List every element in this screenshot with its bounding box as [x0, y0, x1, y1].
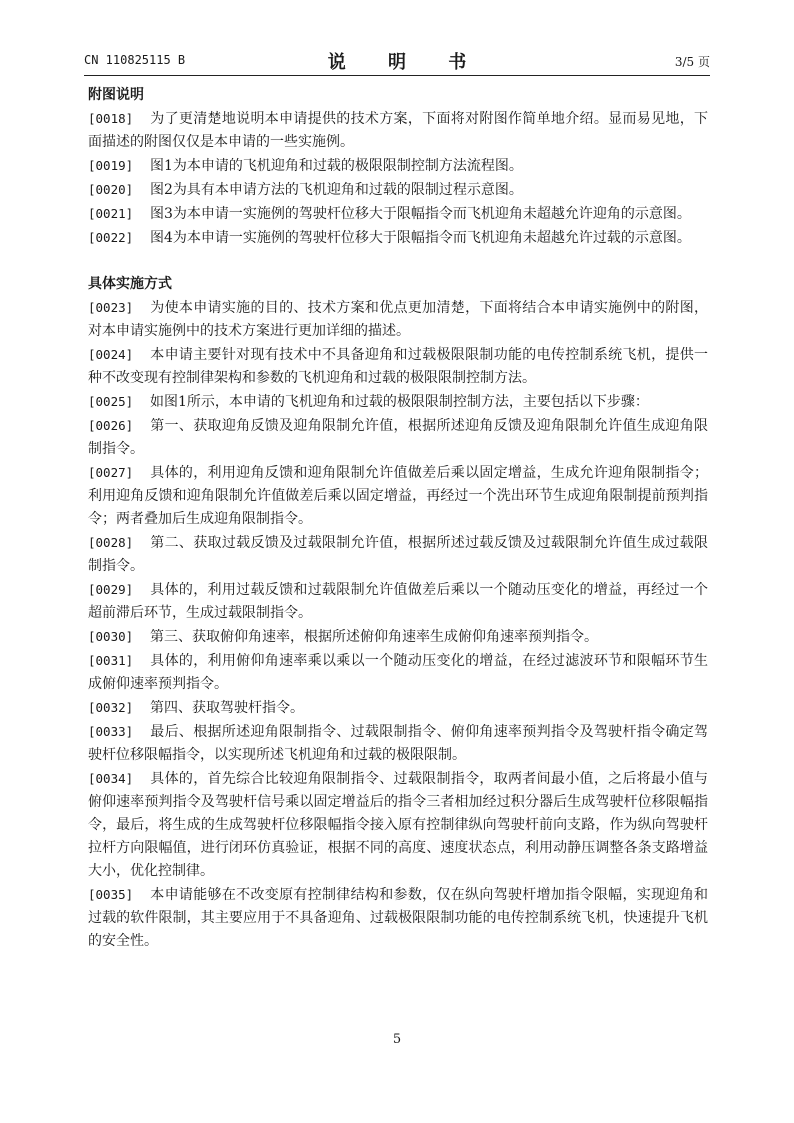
- paragraph-text: 如图1所示，本申请的飞机迎角和过载的极限限制控制方法，主要包括以下步骤：: [150, 394, 649, 410]
- page-number: 5: [392, 1032, 402, 1047]
- paragraph-number: [0034]: [88, 771, 134, 786]
- paragraph: [88, 343, 708, 390]
- paragraph: [88, 720, 708, 767]
- paragraph-number: [0018]: [88, 111, 134, 126]
- header-divider: [84, 75, 710, 76]
- paragraph-number: [0031]: [88, 653, 134, 668]
- paragraph: [88, 883, 708, 953]
- paragraph-number: [0022]: [88, 230, 134, 245]
- patent-number: CN 110825115 B: [84, 53, 186, 67]
- paragraph-text: 具体的，利用过载反馈和过载限制允许值做差后乘以一个随动压变化的增益，再经过一个超前滞后环节，生成过载限制指令。: [88, 582, 708, 621]
- paragraph-text: 第四、获取驾驶杆指令。: [150, 700, 304, 716]
- paragraph: [88, 178, 708, 202]
- paragraph-text: 本申请能够在不改变原有控制律结构和参数，仅在纵向驾驶杆增加指令限幅，实现迎角和过载的软件限制，其主要应用于不具备迎角、过载极限限制功能的电传控制系统飞机，快速提升飞机的安全性。: [88, 887, 708, 949]
- paragraph-number: [0020]: [88, 182, 134, 197]
- paragraph-number: [0029]: [88, 582, 134, 597]
- page-header: [84, 48, 710, 72]
- paragraph-text: 图2为具有本申请方法的飞机迎角和过载的限制过程示意图。: [150, 182, 523, 198]
- section-heading: 具体实施方式: [88, 276, 172, 292]
- paragraph-number: [0019]: [88, 158, 134, 173]
- paragraph: [88, 202, 708, 226]
- paragraph-text: 第二、获取过载反馈及过载限制允许值，根据所述过载反馈及过载限制允许值生成过载限制指令。: [88, 535, 708, 574]
- paragraph-text: 为了更清楚地说明本申请提供的技术方案，下面将对附图作简单地介绍。显而易见地，下面描述的附图仅仅是本申请的一些实施例。: [88, 111, 708, 150]
- document-title: 说 明 书: [327, 52, 485, 73]
- paragraph-number: [0025]: [88, 394, 134, 409]
- section-heading: 附图说明: [88, 87, 144, 103]
- paragraph-number: [0021]: [88, 206, 134, 221]
- paragraph-text: 为使本申请实施的目的、技术方案和优点更加清楚，下面将结合本申请实施例中的附图，对本申请实施例中的技术方案进行更加详细的描述。: [88, 300, 708, 339]
- paragraph: [88, 531, 708, 578]
- paragraph-number: [0026]: [88, 418, 134, 433]
- paragraph-text: 具体的，利用迎角反馈和迎角限制允许值做差后乘以固定增益，生成允许迎角限制指令；利用迎角反馈和迎角限制允许值做差后乘以固定增益，再经过一个洗出环节生成迎角限制提前预判指令；两者叠加后生成迎角限制指令。: [88, 465, 708, 527]
- paragraph-number: [0032]: [88, 700, 134, 715]
- paragraph-number: [0030]: [88, 629, 134, 644]
- paragraph-text: 具体的，利用俯仰角速率乘以乘以一个随动压变化的增益，在经过滤波环节和限幅环节生成俯仰速率预判指令。: [88, 653, 708, 692]
- paragraph: [88, 296, 708, 343]
- page-indicator: 3/5 页: [674, 55, 710, 69]
- paragraph-number: [0023]: [88, 300, 134, 315]
- paragraph: [88, 390, 708, 414]
- paragraph: [88, 578, 708, 625]
- paragraph: [88, 414, 708, 461]
- document-body: [88, 84, 708, 953]
- paragraph: [88, 154, 708, 178]
- paragraph-number: [0027]: [88, 465, 134, 480]
- paragraph-number: [0024]: [88, 347, 134, 362]
- paragraph: [88, 649, 708, 696]
- paragraph: [88, 461, 708, 531]
- paragraph-text: 图3为本申请一实施例的驾驶杆位移大于限幅指令而飞机迎角未超越允许迎角的示意图。: [150, 206, 691, 222]
- section-spacer: [88, 250, 708, 273]
- paragraph-text: 图4为本申请一实施例的驾驶杆位移大于限幅指令而飞机迎角未超越允许过载的示意图。: [150, 230, 691, 246]
- paragraph: [88, 226, 708, 250]
- paragraph-number: [0033]: [88, 724, 134, 739]
- paragraph-text: 第三、获取俯仰角速率，根据所述俯仰角速率生成俯仰角速率预判指令。: [150, 629, 598, 645]
- paragraph-text: 第一、获取迎角反馈及迎角限制允许值，根据所述迎角反馈及迎角限制允许值生成迎角限制指令。: [88, 418, 708, 457]
- paragraph: [88, 625, 708, 649]
- paragraph-text: 最后、根据所述迎角限制指令、过载限制指令、俯仰角速率预判指令及驾驶杆指令确定驾驶杆位移限幅指令，以实现所述飞机迎角和过载的极限限制。: [88, 724, 708, 763]
- paragraph-text: 本申请主要针对现有技术中不具备迎角和过载极限限制功能的电传控制系统飞机，提供一种不改变现有控制律架构和参数的飞机迎角和过载的极限限制控制方法。: [88, 347, 708, 386]
- paragraph-number: [0028]: [88, 535, 134, 550]
- paragraph: [88, 107, 708, 154]
- paragraph: [88, 767, 708, 883]
- paragraph-number: [0035]: [88, 887, 134, 902]
- paragraph-text: 图1为本申请的飞机迎角和过载的极限限制控制方法流程图。: [150, 158, 523, 174]
- paragraph: [88, 696, 708, 720]
- paragraph-text: 具体的，首先综合比较迎角限制指令、过载限制指令，取两者间最小值，之后将最小值与俯仰速率预判指令及驾驶杆信号乘以固定增益后的指令三者相加经过积分器后生成驾驶杆位移限幅指令，最后，将生成的生成驾驶杆位移限幅指令接入原有控制律纵向驾驶杆前向支路，作为纵向驾驶杆拉杆方向限幅值，进行闭环仿真验证，根据不同的高度、速度状态点，利用动静压调整各条支路增益大小，优化控制律。: [88, 771, 708, 879]
